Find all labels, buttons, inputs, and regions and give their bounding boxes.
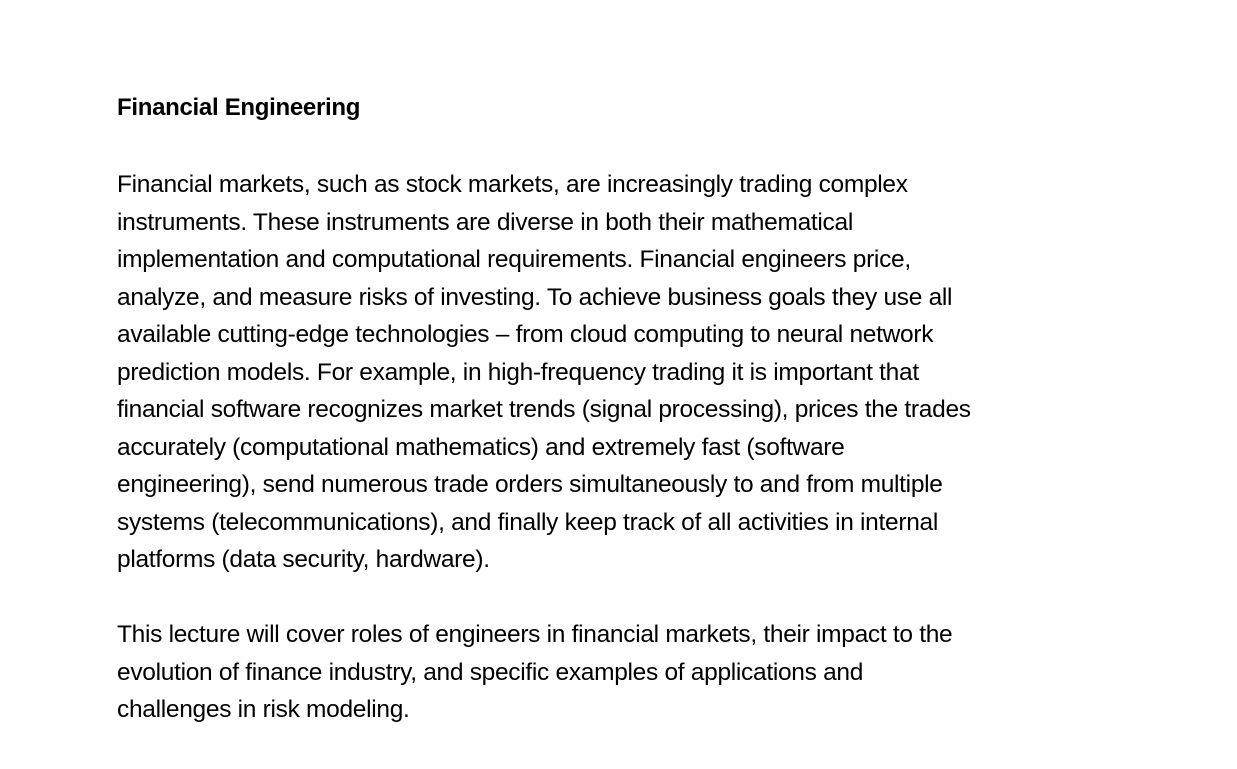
text-line: platforms (data security, hardware).: [117, 546, 490, 573]
text-line: instruments. These instruments are diverse in both their mathematical: [117, 208, 853, 236]
text-line: prediction models. For example, in high-frequency trading it is important that: [117, 358, 919, 386]
text-line: implementation and computational requirements. Financial engineers price,: [117, 246, 911, 273]
paragraph-lecture-scope: [117, 616, 1127, 729]
text-line: available cutting-edge technologies – from cloud computing to neural network: [117, 321, 934, 348]
text-line: Financial markets, such as stock markets, are increasingly trading complex: [117, 171, 908, 198]
text-line: accurately (computational mathematics) and extremely fast (software: [117, 433, 845, 461]
document-title: Financial Engineering: [117, 94, 361, 121]
text-line: systems (telecommunications), and finally keep track of all activities in internal: [117, 508, 938, 536]
text-line: analyze, and measure risks of investing. To achieve business goals they use all: [117, 283, 953, 311]
text-line: evolution of finance industry, and specific examples of applications and: [117, 658, 864, 686]
text-line: financial software recognizes market trends (signal processing), prices the trades: [117, 396, 971, 423]
text-line: This lecture will cover roles of engineers in financial markets, their impact to the: [117, 621, 953, 648]
text-line: engineering), send numerous trade orders simultaneously to and from multiple: [117, 471, 943, 498]
paragraph-intro: [117, 166, 1127, 579]
text-line: challenges in risk modeling.: [117, 696, 410, 723]
document-page: [117, 92, 1127, 729]
